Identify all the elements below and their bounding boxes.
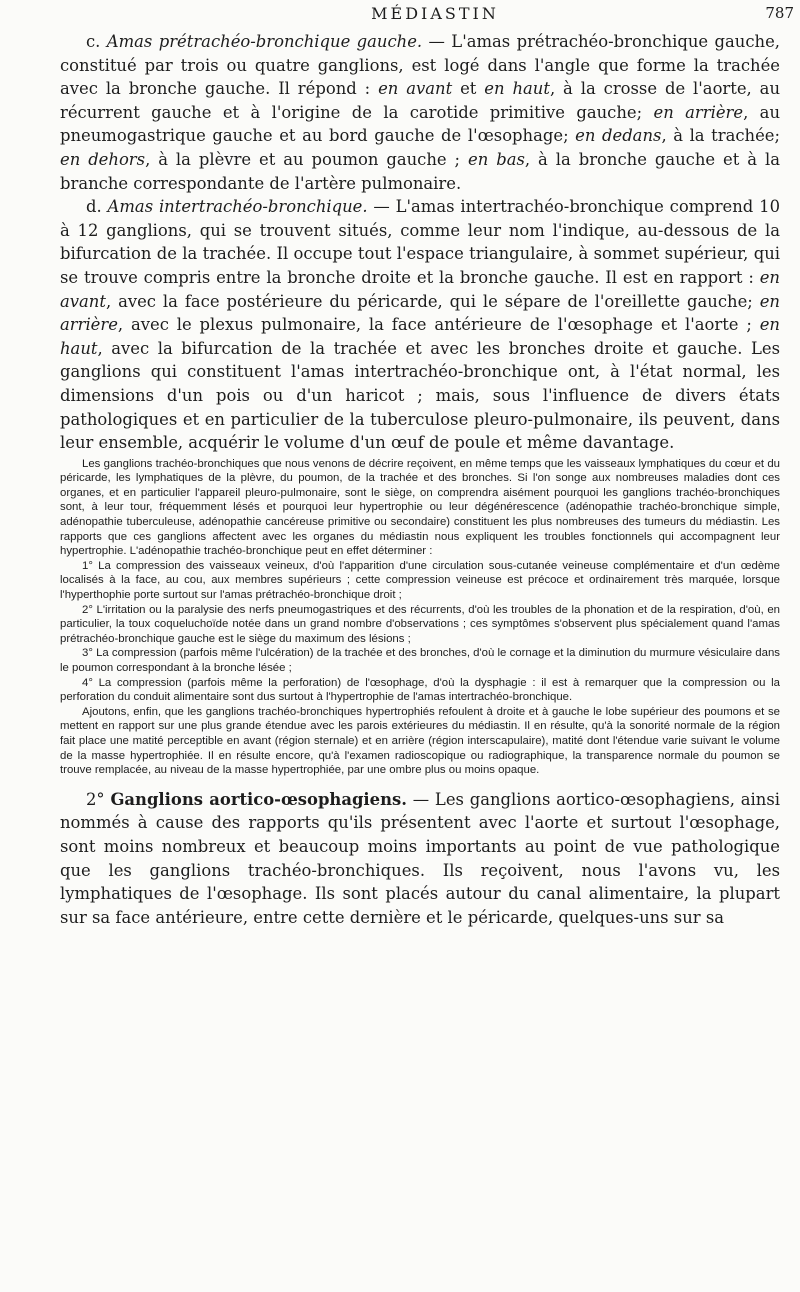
section-c-text: — L'amas prétrachéo-bronchique gauche, constitué par trois ou quatre ganglions, est logé dans l'angle que forme la trachée avec la bronche gauche. Il répond : [60, 32, 780, 99]
main-text-bottom [60, 788, 780, 930]
section-c-em: en haut [484, 79, 550, 99]
paragraph-2 [60, 788, 780, 930]
section-c-text: et [452, 79, 485, 99]
section-d-em: en avant [60, 267, 780, 311]
section-d-em: en arrière [60, 291, 780, 335]
section-c-marker: c. [86, 32, 101, 51]
small-print-item: 4° La compression (parfois même la perforation) de l'œsophage, d'où la dysphagie : il est à remarquer que la compression ou la perforation du conduit alimentaire sont dus surtout à l'hypertrophie de l'amas intertrachéo-bronchique. [60, 676, 780, 704]
section-c-em: en bas [468, 149, 525, 169]
section-c-text: , à la plèvre et au poumon gauche ; [145, 149, 469, 169]
section-d-text: , avec la face postérieure du péricarde, qui le sépare de l'oreillette gauche; [105, 291, 760, 311]
section-c-em: en arrière [653, 102, 744, 122]
section-c-em: en dedans [575, 126, 662, 146]
section-d-text: — L'amas intertrachéo-bronchique comprend 10 à 12 ganglions, qui se trouvent situés, comme leur nom l'indique, au-dessous de la bifurcation de la trachée. Il occupe tout l'espace triangulaire, à sommet supérieur, qui se trouve compris entre la bronche droite et la bronche gauche. Il est en rapport : [60, 197, 780, 287]
small-print-intro: Les ganglions trachéo-bronchiques que nous venons de décrire reçoivent, en même temps que les vaisseaux lymphatiques du cœur et du péricarde, les lymphatiques de la plèvre, du poumon, de la trachée et des bronches. Si l'on songe aux nombreuses maladies dont ces organes, et en particulier l'appareil pleuro-pulmonaire, sont le siège, on comprendra aisément pourquoi les ganglions trachéo-bronchiques sont, à leur tour, fréquemment lésés et pourquoi leur hypertrophie ou leur dégénérescence (adénopathie trachéo-bronchique simple, adénopathie tuberculeuse, adénopathie cancéreuse primitive ou secondaire) constituent les plus nombreuses des tumeurs du médiastin. Les rapports que ces ganglions affectent avec les organes du médiastin nous expliquent les troubles fonctionnels qui accompagnent leur hypertrophie. L'adénopathie trachéo-bronchique peut en effet déterminer : [60, 457, 780, 558]
small-print-block [60, 457, 780, 778]
page-number: 787 [765, 4, 794, 22]
section-c-text: , à la crosse de l'aorte, au récurrent gauche et à l'origine de la carotide primitive gauche; [60, 79, 780, 122]
section-2-marker: 2° [86, 789, 105, 809]
page-body [60, 30, 780, 929]
main-text-top [60, 30, 780, 455]
section-d-text: , avec la bifurcation de la trachée et avec les bronches droite et gauche. Les ganglions qui constituent l'amas intertrachéo-bronchique ont, à l'état normal, les dimensions d'un pois ou d'un haricot ; mais, sous l'influence de divers états pathologiques et en particulier de la tuberculose pleuro-pulmonaire, ils peuvent, dans leur ensemble, acquérir le volume d'un œuf de poule et même davantage. [60, 338, 780, 453]
small-print-item: 1° La compression des vaisseaux veineux, d'où l'apparition d'une circulation sous-cutanée veineuse complémentaire et d'un œdème localisés à la face, au cou, aux membres supérieurs ; cette compression veineuse est précoce et ordinairement très marquée, lorsque l'hyperthophie porte surtout sur l'amas prétrachéo-bronchique droit ; [60, 559, 780, 602]
paragraph-c [60, 30, 780, 195]
section-c-text: , à la trachée; [661, 126, 781, 146]
section-c-em: en dehors [60, 149, 146, 169]
section-d-text: , avec le plexus pulmonaire, la face antérieure de l'œsophage et l'aorte ; [117, 315, 760, 335]
small-print-item: 2° L'irritation ou la paralysie des nerfs pneumogastriques et des récurrents, d'où les troubles de la phonation et de la respiration, d'où, en particulier, la toux coqueluchoïde notée dans un grand nombre d'observations ; ces symptômes s'observent plus spécialement quand l'amas prétrachéo-bronchique gauche est le siège du maximum des lésions ; [60, 603, 780, 645]
paragraph-d [60, 195, 780, 455]
section-d-em: en haut [60, 315, 780, 358]
running-title: MÉDIASTIN [371, 4, 499, 23]
small-print-closing: Ajoutons, enfin, que les ganglions trachéo-bronchiques hypertrophiés refoulent à droite et à gauche le lobe supérieur des poumons et se mettent en rapport sur une plus grande étendue avec les parois extérieures du médiastin. Il en résulte, qu'à la sonorité normale de la région fait place une matité perceptible en avant (région sternale) et en arrière (région interscapulaire), matité dont l'étendue varie suivant le volume de la masse hypertrophiée. Il en résulte encore, qu'à l'examen radioscopique ou radiographique, la transparence normale du poumon se trouve remplacée, au niveau de la masse hypertrophiée, par une ombre plus ou moins opaque. [60, 705, 780, 777]
section-c-text: , au pneumogastrique gauche et au bord gauche de l'œsophage; [60, 102, 781, 146]
section-d-title: Amas intertrachéo-bronchique. [107, 197, 368, 217]
small-print-item: 3° La compression (parfois même l'ulcération) de la trachée et des bronches, d'où le cornage et la diminution du murmure vésiculaire dans le poumon correspondant à la bronche lésée ; [60, 647, 780, 674]
page-header [70, 2, 800, 26]
section-2-title: Ganglions aortico-œsophagiens. [110, 789, 407, 809]
section-c-text: , à la bronche gauche et à la branche correspondante de l'artère pulmonaire. [60, 149, 780, 193]
section-d-marker: d. [86, 197, 102, 217]
section-2-text: — Les ganglions aortico-œsophagiens, ainsi nommés à cause des rapports qu'ils présentent avec l'aorte et surtout l'œsophage, sont moins nombreux et beaucoup moins importants au point de vue pathologique que les ganglions trachéo-bronchiques. Ils reçoivent, nous l'avons vu, les lymphatiques de l'œsophage. Ils sont placés autour du canal alimentaire, la plupart sur sa face antérieure, entre cette dernière et le péricarde, quelques-uns sur sa [60, 789, 780, 927]
section-c-title: Amas prétrachéo-bronchique gauche. [106, 32, 423, 51]
section-c-em: en avant [378, 79, 453, 99]
